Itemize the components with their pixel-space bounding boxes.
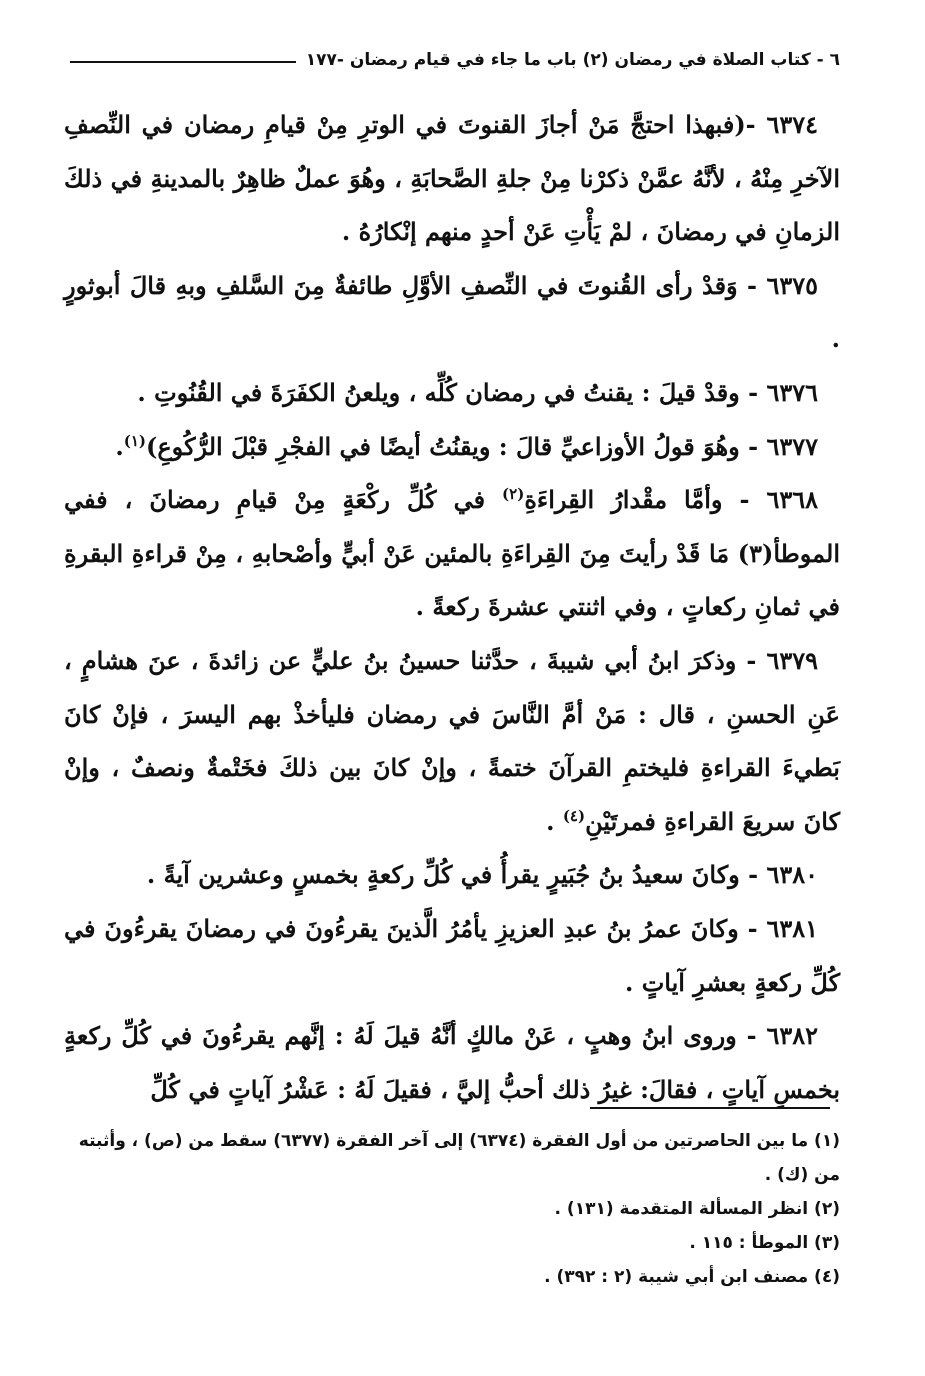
paragraph-text: ٦٣٨٠ - وكانَ سعيدُ بنُ جُبَيرٍ يقرأُ في كُلِّ ركعةٍ بخمسٍ وعشرين آيةً . [146, 860, 818, 890]
header-rule [70, 61, 296, 63]
paragraph-6374 [64, 98, 840, 259]
paragraph-6380 [64, 848, 840, 902]
paragraph-text: ٦٣٧٦ - وقدْ قيلَ : يقنتُ في رمضان كُلِّه ، ويلعنُ الكفَرَةَ في القُنُوتِ . [137, 377, 818, 407]
paragraph-text: ٦٣٨٢ - وروى ابنُ وهبٍ ، عَنْ مالكٍ أنَّهُ قيلَ لَهُ : إنَّهم يقرءُونَ في كُلِّ ركعةٍ بخمسِ آياتٍ ، فقالَ: غيرُ ذلك أحبُّ إليَّ ، فقيلَ لَهُ : عَشْرُ آياتٍ في كُلِّ [64, 1021, 840, 1104]
footnote-3: (٣) الموطأ : ١١٥ . [689, 1233, 840, 1253]
footnote-ref-2: (٢) [502, 485, 525, 504]
paragraph-text-end: . [546, 806, 563, 836]
paragraph-text: ٦٣٨١ - وكانَ عمرُ بنُ عبدِ العزيزِ يأمُرُ الَّذينَ يقرءُونَ في رمضانَ يقرءُونَ في كُلِّ ركعةٍ بعشرِ آياتٍ . [64, 913, 840, 997]
paragraph-6376 [64, 366, 840, 420]
footnote-ref-1: (١) [123, 431, 146, 450]
paragraph-6375 [64, 259, 840, 366]
running-header [70, 40, 840, 80]
paragraph-text: ٦٣٦٨ - وأمَّا مقْدارُ القِراءَةِ [524, 485, 818, 515]
main-text [64, 98, 840, 1116]
paragraph-text-end: في كُلِّ ركْعَةٍ مِنْ قيامِ رمضانَ ، ففي الموطأ(٣) مَا قَدْ رأيتَ مِنَ القِراءَةِ بالمئين عَنْ أبيٍّ وأصْحابهِ ، مِنْ قراءةِ البقرةِ في ثمانِ ركعاتٍ ، وفي اثنتي عشرةَ ركعةً . [64, 485, 840, 622]
footnotes [64, 1124, 840, 1294]
paragraph-6368 [64, 473, 840, 634]
paragraph-text: ٦٣٧٥ - وَقدْ رأى القُنوتَ في النِّصفِ الأوَّلِ طائفةٌ مِنَ السَّلفِ وبهِ قالَ أبوثورٍ . [64, 270, 840, 354]
footnote-ref-4: (٤) [562, 806, 586, 825]
paragraph-text: ٦٣٧٧ - وهُوَ قولُ الأوزاعيِّ قالَ : ويقنُتُ أيضًا في الفجْرِ قبْلَ الرُّكُوعِ) [146, 431, 818, 461]
paragraph-text: ٦٣٧٤ -(فبهذا احتجَّ مَنْ أجازَ القنوتَ في الوترِ مِنْ قيامِ رمضان في النِّصفِ الآخرِ مِنْهُ ، لأنَّهُ عمَّنْ ذكرْنا مِنْ جلةِ الصَّحابَةِ ، وهُوَ عملٌ ظاهِرٌ بالمدينةِ في ذلكَ الزمانِ في رمضانَ ، لمْ يَأْتِ عَنْ أحدٍ منهم إنْكارُهُ . [64, 110, 840, 247]
running-header-title: ٦ - كتاب الصلاة في رمضان (٢) باب ما جاء في قيام رمضان -١٧٧ [305, 50, 840, 70]
paragraph-6382 [64, 1009, 840, 1116]
paragraph-6379 [64, 634, 840, 848]
footnote-separator [590, 1107, 830, 1109]
footnote-2: (٢) انظر المسألة المتقدمة (١٣١) . [554, 1199, 840, 1219]
footnote-1: (١) ما بين الحاصرتين من أول الفقرة (٦٣٧٤) إلى آخر الفقرة (٦٣٧٧) سقط من (ص) ، وأثبته من (ك) . [78, 1131, 840, 1185]
paragraph-text-end: . [115, 431, 124, 461]
paragraph-6377 [64, 420, 840, 474]
paragraph-text: ٦٣٧٩ - وذكرَ ابنُ أبي شيبةَ ، حدَّثنا حسينُ بنُ عليٍّ عن زائدةَ ، عنَ هشامٍ ، عَنِ الحسنِ ، قال : مَنْ أمَّ النَّاسَ في رمضان فليأخذْ بهم اليسرَ ، فإنْ كانَ بَطيءَ القراءةِ فليختمِ القرآنَ ختمةً ، وإنْ كانَ بين ذلكَ فخَتْمةٌ ونصفٌ ، وإنْ كانَ سريعَ القراءةِ فمرتَيْنِ [64, 645, 840, 836]
footnote-4: (٤) مصنف ابن أبي شيبة (٢ : ٣٩٢) . [544, 1267, 840, 1287]
paragraph-6381 [64, 902, 840, 1009]
